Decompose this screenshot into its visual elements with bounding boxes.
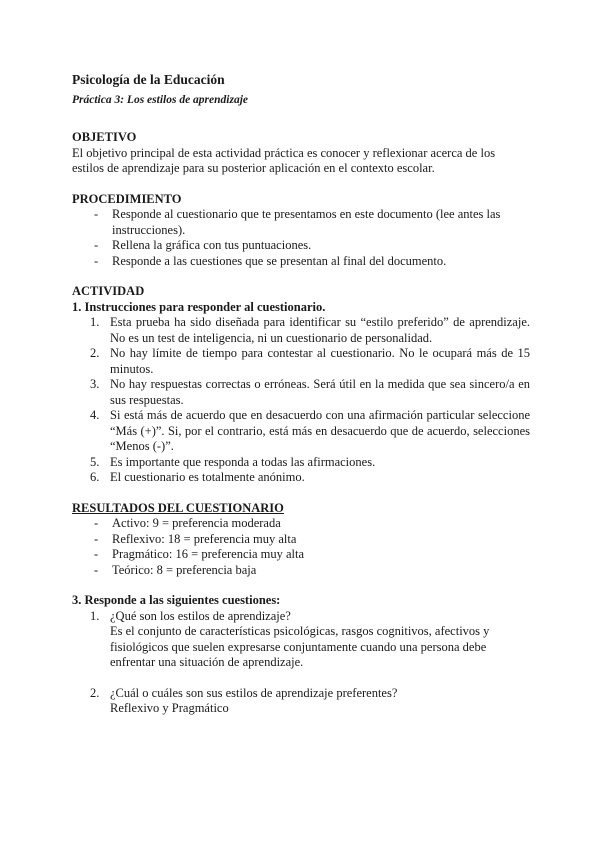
document-subtitle: Práctica 3: Los estilos de aprendizaje: [72, 93, 248, 106]
item-text: Esta prueba ha sido diseñada para identificar su “estilo preferido” de aprendizaje. No es un test de inteligencia, ni un cuestionario de personalidad.: [110, 315, 530, 345]
item-number: 4.: [90, 408, 100, 422]
item-number: 1.: [90, 608, 100, 623]
resultados-list: [72, 516, 530, 578]
list-item: - Activo: 9 = preferencia moderada: [94, 516, 530, 532]
item-number: 3.: [90, 377, 100, 391]
list-item: [72, 609, 530, 671]
answer-text: Reflexivo y Pragmático: [110, 701, 229, 715]
resultados-heading: RESULTADOS DEL CUESTIONARIO: [72, 500, 284, 515]
objetivo-heading: OBJETIVO: [72, 130, 137, 144]
list-item: - Responde a las cuestiones que se presentan al final del documento.: [94, 254, 530, 270]
answer-text: Es el conjunto de características psicológicas, rasgos cognitivos, afectivos y fisiológicos que suelen expresarse conjuntamente cuando una persona debe enfrentar una situación de aprendizaje.: [110, 624, 490, 669]
list-item: - Responde al cuestionario que te presentamos en este documento (lee antes las instrucciones).: [94, 207, 530, 238]
item-text: Si está más de acuerdo que en desacuerdo con una afirmación particular seleccione “Más (+)”. Si, por el contrario, está más en desacuerdo que de acuerdo, selecciones “Menos (-)”.: [110, 408, 530, 453]
item-number: 1.: [90, 315, 100, 329]
question-text: ¿Cuál o cuáles son sus estilos de aprendizaje preferentes?: [110, 685, 398, 700]
item-number: 6.: [90, 470, 100, 484]
instrucciones-list: [72, 315, 530, 486]
document-title: Psicología de la Educación: [72, 72, 225, 87]
cuestiones-heading: 3. Responde a las siguientes cuestiones:: [72, 593, 281, 607]
item-text: Es importante que responda a todas las afirmaciones.: [110, 454, 376, 469]
list-item: - Rellena la gráfica con tus puntuaciones.: [94, 238, 530, 254]
procedimiento-list: [72, 207, 530, 269]
list-item: [72, 315, 530, 346]
cuestiones-list: [72, 609, 530, 717]
item-text: No hay respuestas correctas o erróneas. Será útil en la medida que sea sincero/a en sus respuestas.: [110, 377, 530, 407]
actividad-heading: ACTIVIDAD: [72, 284, 145, 298]
list-item: - Pragmático: 16 = preferencia muy alta: [94, 547, 530, 563]
procedimiento-heading: PROCEDIMIENTO: [72, 191, 182, 206]
item-number: 5.: [90, 454, 100, 469]
list-item: - Teórico: 8 = preferencia baja: [94, 563, 530, 579]
item-number: 2.: [90, 346, 100, 360]
list-item: [72, 686, 530, 717]
list-item: - Reflexivo: 18 = preferencia muy alta: [94, 532, 530, 548]
question-text: ¿Qué son los estilos de aprendizaje?: [110, 608, 291, 623]
list-item: [72, 408, 530, 455]
list-item: [72, 346, 530, 377]
item-number: 2.: [90, 685, 100, 700]
list-item: [72, 470, 530, 486]
item-text: No hay límite de tiempo para contestar al cuestionario. No le ocupará más de 15 minutos.: [110, 346, 530, 376]
list-item: [72, 455, 530, 471]
item-text: El cuestionario es totalmente anónimo.: [110, 470, 305, 484]
instrucciones-heading: 1. Instrucciones para responder al cuestionario.: [72, 299, 326, 314]
list-item: [72, 377, 530, 408]
objetivo-text: El objetivo principal de esta actividad práctica es conocer y reflexionar acerca de los estilos de aprendizaje para su posterior aplicación en el contexto escolar.: [72, 145, 496, 175]
